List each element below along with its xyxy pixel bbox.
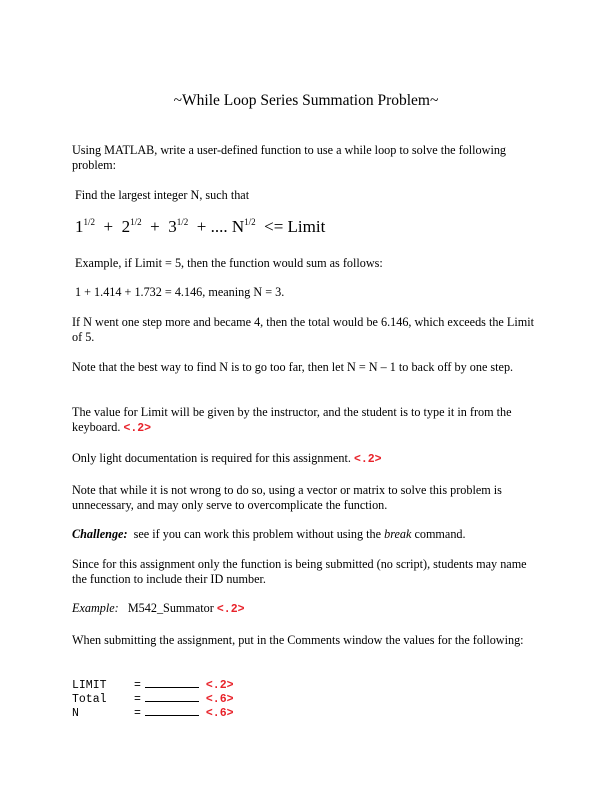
limit-input-paragraph — [72, 405, 540, 436]
series-formula — [75, 217, 325, 237]
example-label: Example: — [72, 601, 119, 615]
points-badge: <.2> — [205, 679, 234, 692]
comments-paragraph: When submitting the assignment, put in the Comments window the values for the following: — [72, 633, 524, 647]
note-vector-paragraph: Note that while it is not wrong to do so, using a vector or matrix to solve this problem is unnecessary, and may only serve to overcomplicate the function. — [72, 483, 502, 512]
formula-tail: <= Limit — [264, 217, 326, 236]
formula-term-2: 2 — [121, 217, 131, 236]
points-badge: <.2> — [123, 422, 152, 435]
points-badge: <.2> — [353, 453, 382, 466]
entry-equals: = — [134, 707, 141, 720]
formula-exponent: 1/2 — [176, 217, 189, 227]
example-function-name: M542_Summator — [127, 601, 214, 615]
entry-label: Total — [72, 693, 107, 706]
intro-paragraph: Using MATLAB, write a user-defined function to use a while loop to solve the following problem: — [72, 143, 507, 172]
page-title: ~While Loop Series Summation Problem~ — [173, 92, 439, 109]
challenge-text-end: command. — [414, 527, 466, 541]
blank-line — [145, 677, 199, 688]
blank-line — [145, 691, 199, 702]
points-badge: <.6> — [205, 693, 234, 706]
limit-input-text: The value for Limit will be given by the instructor, and the student is to type it in from the keyboard. — [72, 405, 512, 434]
points-badge: <.6> — [205, 707, 234, 720]
formula-plus: + — [150, 217, 160, 236]
formula-term-3: 3 — [168, 217, 177, 236]
break-keyword: break — [384, 527, 412, 541]
entry-label: N — [72, 707, 79, 720]
formula-exponent: 1/2 — [130, 217, 142, 227]
find-statement: Find the largest integer N, such that — [75, 188, 250, 202]
formula-term-n: .... N — [210, 217, 245, 236]
formula-term-1: 1 — [75, 217, 84, 236]
challenge-label: Challenge: — [72, 527, 128, 541]
example-intro: Example, if Limit = 5, then the function would sum as follows: — [75, 256, 383, 270]
blank-line — [145, 705, 199, 716]
entry-n — [72, 705, 234, 721]
light-doc-paragraph — [72, 451, 540, 467]
formula-plus: + — [103, 217, 114, 236]
example-sum: 1 + 1.414 + 1.732 = 4.146, meaning N = 3. — [75, 285, 285, 299]
formula-exponent: 1/2 — [244, 217, 256, 227]
formula-exponent: 1/2 — [83, 217, 96, 227]
exceed-paragraph: If N went one step more and became 4, then the total would be 6.146, which exceeds the Limit of 5. — [72, 315, 534, 344]
example-name-line — [72, 601, 540, 617]
entry-equals: = — [134, 679, 141, 692]
challenge-paragraph — [72, 527, 540, 542]
challenge-text: see if you can work this problem without using the — [133, 527, 382, 541]
light-doc-text: Only light documentation is required for this assignment. — [72, 451, 351, 465]
entry-equals: = — [134, 693, 141, 706]
entry-label: LIMIT — [72, 679, 107, 692]
note-best-paragraph: Note that the best way to find N is to go too far, then let N = N – 1 to back off by one step. — [72, 360, 514, 374]
points-badge: <.2> — [216, 603, 245, 616]
submission-paragraph: Since for this assignment only the function is being submitted (no script), students may name the function to include their ID number. — [72, 557, 527, 586]
formula-plus: + — [196, 217, 207, 236]
